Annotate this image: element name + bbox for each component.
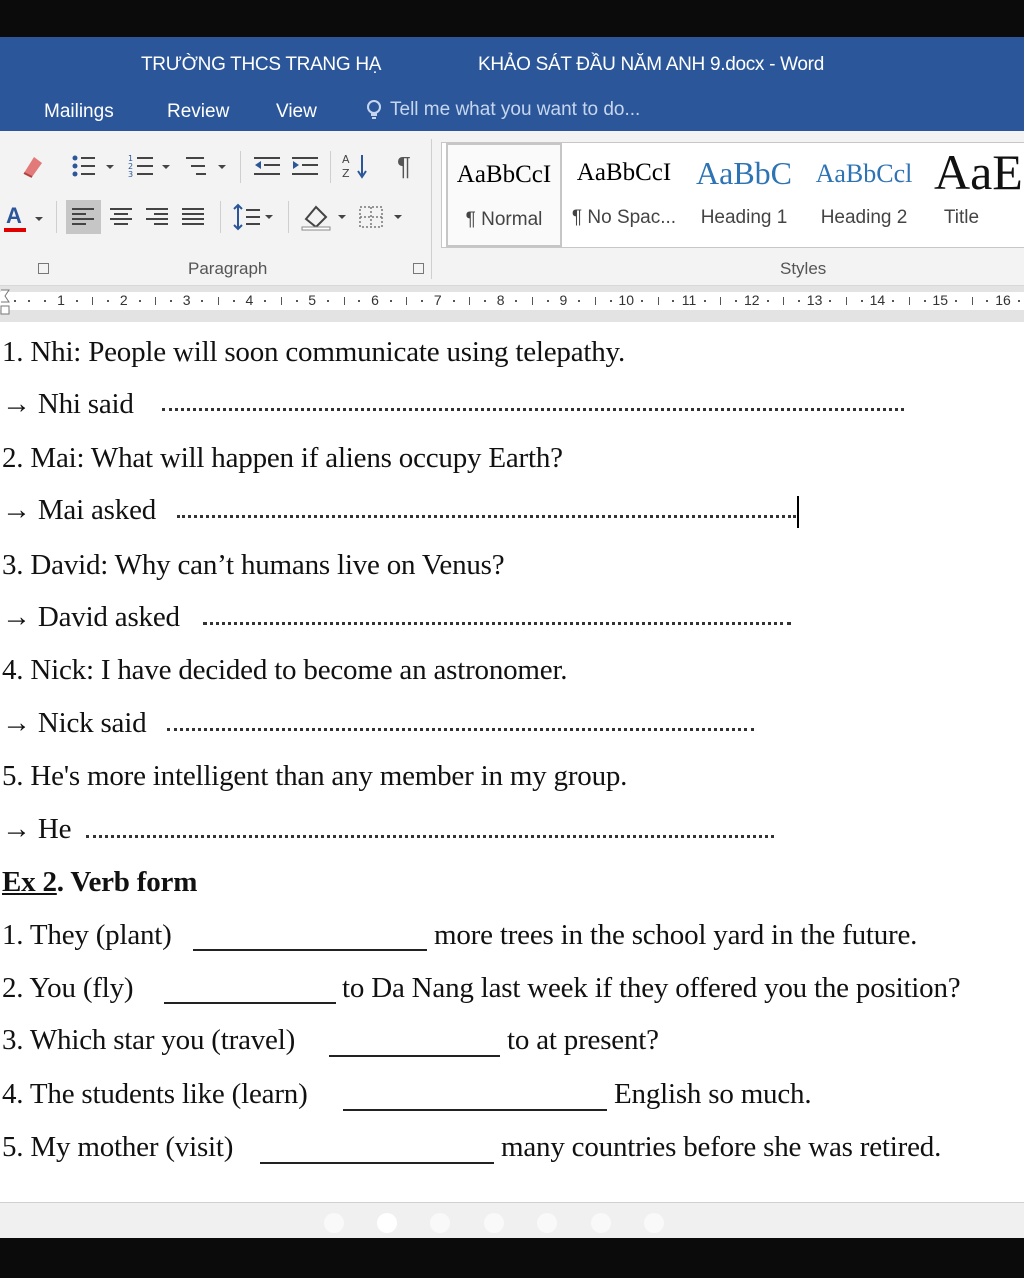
bullets-icon[interactable] <box>70 153 118 179</box>
ruler-number: 6 <box>371 292 379 308</box>
ruler-dot <box>233 300 235 302</box>
ruler-number: 1 <box>57 292 65 308</box>
ruler-tick <box>532 297 533 305</box>
ex2-heading-title: . Verb form <box>56 866 198 898</box>
indent-marker-icon[interactable] <box>0 288 10 320</box>
ruler-number: 4 <box>245 292 254 308</box>
answer-blank <box>164 1002 336 1004</box>
chevron-down-icon[interactable] <box>34 215 44 223</box>
ruler-number: 14 <box>869 292 886 308</box>
separator <box>56 201 57 233</box>
ruler-tick <box>595 297 596 305</box>
align-right-icon[interactable] <box>146 207 170 227</box>
ex2-item-1-before: 1. They (plant) <box>2 919 172 951</box>
ruler-tick <box>218 297 219 305</box>
ruler-dot <box>515 300 517 302</box>
style-name: ¶ No Spac... <box>571 207 677 228</box>
align-center-icon[interactable] <box>110 207 134 227</box>
ruler-dot <box>327 300 329 302</box>
ruler-dot <box>484 300 486 302</box>
answer-dotted-line <box>162 408 904 411</box>
ruler-dot <box>139 300 141 302</box>
ruler-dot <box>296 300 298 302</box>
ex2-item-5-before: 5. My mother (visit) <box>2 1131 234 1163</box>
style-name: Heading 2 <box>820 207 908 228</box>
svg-text:A: A <box>342 153 350 166</box>
ruler-dot <box>767 300 769 302</box>
style-heading-1[interactable] <box>686 143 802 247</box>
ruler-dot <box>14 300 16 302</box>
ruler-tick <box>406 297 407 305</box>
ruler-number: 8 <box>496 292 505 308</box>
ruler-dot <box>1018 300 1020 302</box>
ex2-item-5-after: many countries before she was retired. <box>501 1131 942 1163</box>
ruler-dot <box>641 300 643 302</box>
increase-indent-icon[interactable] <box>290 153 320 179</box>
ex2-heading-number: Ex 2 <box>2 866 57 898</box>
answer-blank <box>329 1055 500 1057</box>
align-left-icon[interactable] <box>72 207 96 227</box>
numbering-icon[interactable] <box>128 153 176 179</box>
tell-me-text: Tell me what you want to do... <box>390 99 641 120</box>
ex1-answer-2: → Mai asked <box>2 494 157 526</box>
multilevel-list-icon[interactable] <box>184 153 232 179</box>
ruler-dot <box>107 300 109 302</box>
tab-review[interactable]: Review <box>167 101 230 122</box>
line-spacing-icon[interactable] <box>232 203 276 231</box>
ruler-dot <box>798 300 800 302</box>
ex2-item-3-before: 3. Which star you (travel) <box>2 1024 296 1056</box>
ruler-dot <box>892 300 894 302</box>
ex1-answer-4: → Nick said <box>2 707 147 739</box>
ruler-dot <box>201 300 203 302</box>
style-sample: AaBbCcI <box>456 161 552 188</box>
style-sample: AaBbCcl <box>815 159 913 188</box>
style-title[interactable] <box>926 143 1024 247</box>
ruler-dot <box>76 300 78 302</box>
ex1-question-5: 5. He's more intelligent than any member in my group. <box>2 760 628 792</box>
style-sample: AaE <box>934 144 1023 200</box>
ruler-number: 10 <box>618 292 634 308</box>
title-bar <box>0 37 1024 131</box>
ruler-dot <box>924 300 926 302</box>
ruler-number: 16 <box>995 292 1011 308</box>
shading-icon[interactable] <box>300 203 350 231</box>
ruler-tick <box>281 297 282 305</box>
separator <box>240 151 241 183</box>
ex2-heading <box>2 866 197 899</box>
ruler-number: 3 <box>182 292 191 308</box>
ruler-tick <box>720 297 721 305</box>
answer-dotted-line <box>86 835 774 838</box>
answer-dotted-line <box>177 515 796 518</box>
style-name: Heading 1 <box>700 207 788 228</box>
ruler-dot <box>547 300 549 302</box>
ruler-number: 2 <box>119 292 128 308</box>
style-no-spacing[interactable] <box>566 143 682 247</box>
ribbon <box>0 131 1024 286</box>
ruler-dot <box>390 300 392 302</box>
clear-formatting-icon[interactable] <box>20 153 48 179</box>
ruler-number: 7 <box>433 292 442 308</box>
style-sample: AaBbC <box>696 155 792 191</box>
answer-blank <box>260 1162 494 1164</box>
tab-mailings[interactable]: Mailings <box>44 101 114 122</box>
ruler-dot <box>453 300 455 302</box>
ex2-item-1-after: more trees in the school yard in the future. <box>434 919 918 951</box>
answer-blank <box>343 1109 607 1111</box>
separator <box>330 151 331 183</box>
ruler-dot <box>578 300 580 302</box>
ex1-question-3: 3. David: Why can’t humans live on Venus? <box>2 549 505 581</box>
font-color-swatch <box>4 228 26 232</box>
ruler-tick <box>92 297 93 305</box>
ruler-dot <box>170 300 172 302</box>
separator <box>288 201 289 233</box>
ruler-dot <box>610 300 612 302</box>
separator <box>220 201 221 233</box>
styles-gallery <box>441 142 1024 248</box>
font-dialog-launcher[interactable] <box>38 263 49 274</box>
ruler-dot <box>704 300 706 302</box>
ex2-item-4-after: English so much. <box>614 1078 812 1110</box>
ex1-answer-1: → Nhi said <box>2 388 134 420</box>
style-normal[interactable] <box>446 143 562 247</box>
svg-text:1: 1 <box>128 154 134 163</box>
document-page[interactable] <box>0 322 1024 1202</box>
bottom-letterbox <box>0 1238 1024 1278</box>
style-name: ¶ Normal <box>465 209 543 230</box>
show-formatting-marks-icon[interactable]: ¶ <box>397 151 411 181</box>
ruler-number: 15 <box>932 292 948 308</box>
ruler-number: 11 <box>681 292 697 308</box>
ruler-tick <box>344 297 345 305</box>
svg-text:2: 2 <box>128 162 134 171</box>
answer-dotted-line <box>167 728 754 731</box>
horizontal-ruler[interactable] <box>0 286 1024 322</box>
page-indicator-dot[interactable] <box>430 1213 450 1233</box>
paragraph-group-label: Paragraph <box>188 259 268 278</box>
answer-blank <box>193 949 427 951</box>
ruler-dot <box>986 300 988 302</box>
ruler-tick <box>469 297 470 305</box>
font-color-letter[interactable]: A <box>6 203 22 228</box>
borders-icon[interactable] <box>358 203 406 231</box>
page-indicator-dot-active[interactable] <box>377 1213 397 1233</box>
decrease-indent-icon[interactable] <box>252 153 282 179</box>
ruler-number: 5 <box>308 292 317 308</box>
sort-icon[interactable] <box>342 151 370 181</box>
top-letterbox <box>0 0 1024 37</box>
svg-text:Z: Z <box>342 167 350 180</box>
page-indicator-dot[interactable] <box>324 1213 344 1233</box>
svg-text:3: 3 <box>128 170 134 179</box>
ruler-dot <box>672 300 674 302</box>
school-name: TRƯỜNG THCS TRANG HẠ <box>141 54 382 75</box>
ruler-number: 13 <box>806 292 823 308</box>
ruler-tick <box>972 297 973 305</box>
ruler-tick <box>658 297 659 305</box>
ex1-question-4: 4. Nick: I have decided to become an astronomer. <box>2 654 568 686</box>
ex2-item-3-after: to at present? <box>507 1024 659 1056</box>
paragraph-dialog-launcher[interactable] <box>413 263 424 274</box>
ex2-item-4-before: 4. The students like (learn) <box>2 1078 308 1110</box>
text-cursor <box>797 496 799 528</box>
ex2-item-2-before: 2. You (fly) <box>2 972 134 1004</box>
ruler-tick <box>783 297 784 305</box>
ruler-dot <box>44 300 46 302</box>
page-indicator-dot[interactable] <box>484 1213 504 1233</box>
ruler-dot <box>861 300 863 302</box>
tell-me-search[interactable] <box>366 99 640 121</box>
page-indicator-dot[interactable] <box>644 1213 664 1233</box>
ruler-dot <box>829 300 831 302</box>
separator <box>431 139 432 279</box>
document-title: KHẢO SÁT ĐẦU NĂM ANH 9.docx - Word <box>478 54 824 75</box>
style-sample: AaBbCcI <box>576 159 672 186</box>
ex1-answer-5: → He <box>2 813 72 845</box>
ruler-tick <box>846 297 847 305</box>
ruler-dot <box>735 300 737 302</box>
page-indicator-dot[interactable] <box>591 1213 611 1233</box>
ex2-item-2-after: to Da Nang last week if they offered you the position? <box>342 972 961 1004</box>
ruler-number: 12 <box>744 292 760 308</box>
ruler-dot <box>264 300 266 302</box>
answer-dotted-line <box>203 622 791 625</box>
justify-icon[interactable] <box>182 207 206 227</box>
ruler-dot <box>421 300 423 302</box>
page-indicator-dot[interactable] <box>537 1213 557 1233</box>
ex1-question-2: 2. Mai: What will happen if aliens occupy Earth? <box>2 442 563 474</box>
lightbulb-icon <box>366 99 382 121</box>
style-name: Title <box>943 207 980 228</box>
ruler-dot <box>358 300 360 302</box>
ex1-question-1: 1. Nhi: People will soon communicate using telepathy. <box>2 336 625 368</box>
ruler-dot <box>955 300 957 302</box>
ruler-tick <box>909 297 910 305</box>
ruler-number: 9 <box>559 292 568 308</box>
page-bottom-area <box>0 1202 1024 1238</box>
ex1-answer-3: → David asked <box>2 601 180 633</box>
ruler-tick <box>155 297 156 305</box>
ruler-dot <box>28 300 30 302</box>
style-heading-2[interactable] <box>806 143 922 247</box>
tab-view[interactable]: View <box>276 101 317 122</box>
styles-group-label: Styles <box>780 259 827 278</box>
